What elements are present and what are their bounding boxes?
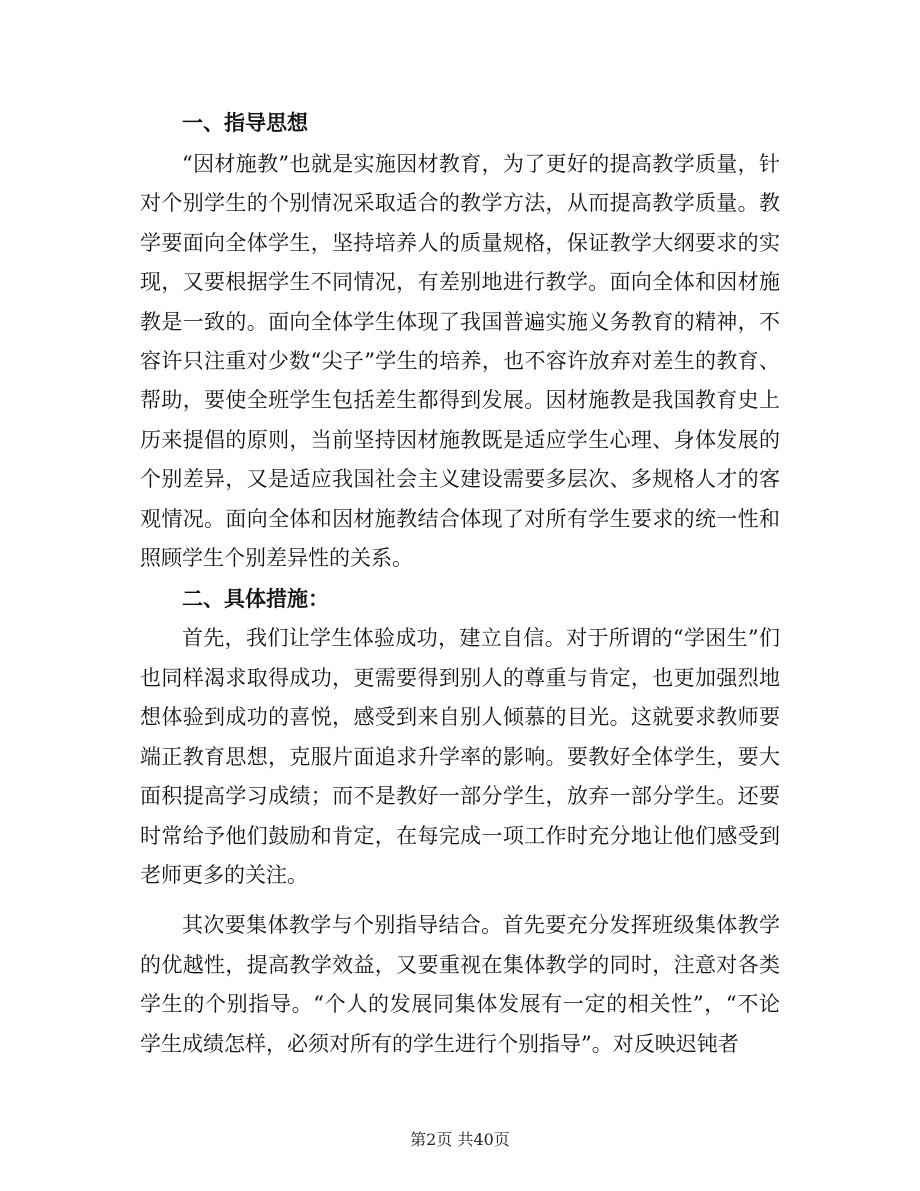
section-heading-measures: 二、具体措施： (182, 587, 329, 612)
section-heading-guiding-thought: 一、指导思想 (182, 111, 308, 135)
paragraph-measure-second: 其次要集体教学与个别指导结合。首先要充分发挥班级集体教学的优越性，提高教学效益，又要重视在集体教学的同时，注意对各类学生的个别指导。“个人的发展同集体发展有一定的相关性”，“不论学生成绩怎样，必须对所有的学生进行个别指导”。对反映迟钝者 (140, 913, 780, 1056)
paragraph-measure-first: 首先，我们让学生体验成功，建立自信。对于所谓的“学困生”们也同样渴求取得成功，更需要得到别人的尊重与肯定，也更加强烈地想体验到成功的喜悦，感受到来自别人倾慕的目光。这就要求教师要端正教育思想，克服片面追求升学率的影响。要教好全体学生，要大面积提高学习成绩；而不是教好一部分学生，放弃一部分学生。还要时常给予他们鼓励和肯定，在每完成一项工作时充分地让他们感受到老师更多的关注。 (140, 626, 780, 887)
document-body (140, 104, 780, 1064)
page-number-footer: 第2页 共40页 (410, 1130, 510, 1149)
paragraph-guiding-thought: “因材施教”也就是实施因材教育，为了更好的提高教学质量，针对个别学生的个别情况采取适合的教学方法，从而提高教学质量。教学要面向全体学生，坚持培养人的质量规格，保证教学大纲要求的实现，又要根据学生不同情况，有差别地进行教学。面向全体和因材施教是一致的。面向全体学生体现了我国普遍实施义务教育的精神，不容许只注重对少数“尖子”学生的培养，也不容许放弃对差生的教育、帮助，要使全班学生包括差生都得到发展。因材施教是我国教育史上历来提倡的原则，当前坚持因材施教既是适应学生心理、身体发展的个别差异，又是适应我国社会主义建设需要多层次、多规格人才的客观情况。面向全体和因材施教结合体现了对所有学生要求的统一性和照顾学生个别差异性的关系。 (140, 152, 780, 571)
